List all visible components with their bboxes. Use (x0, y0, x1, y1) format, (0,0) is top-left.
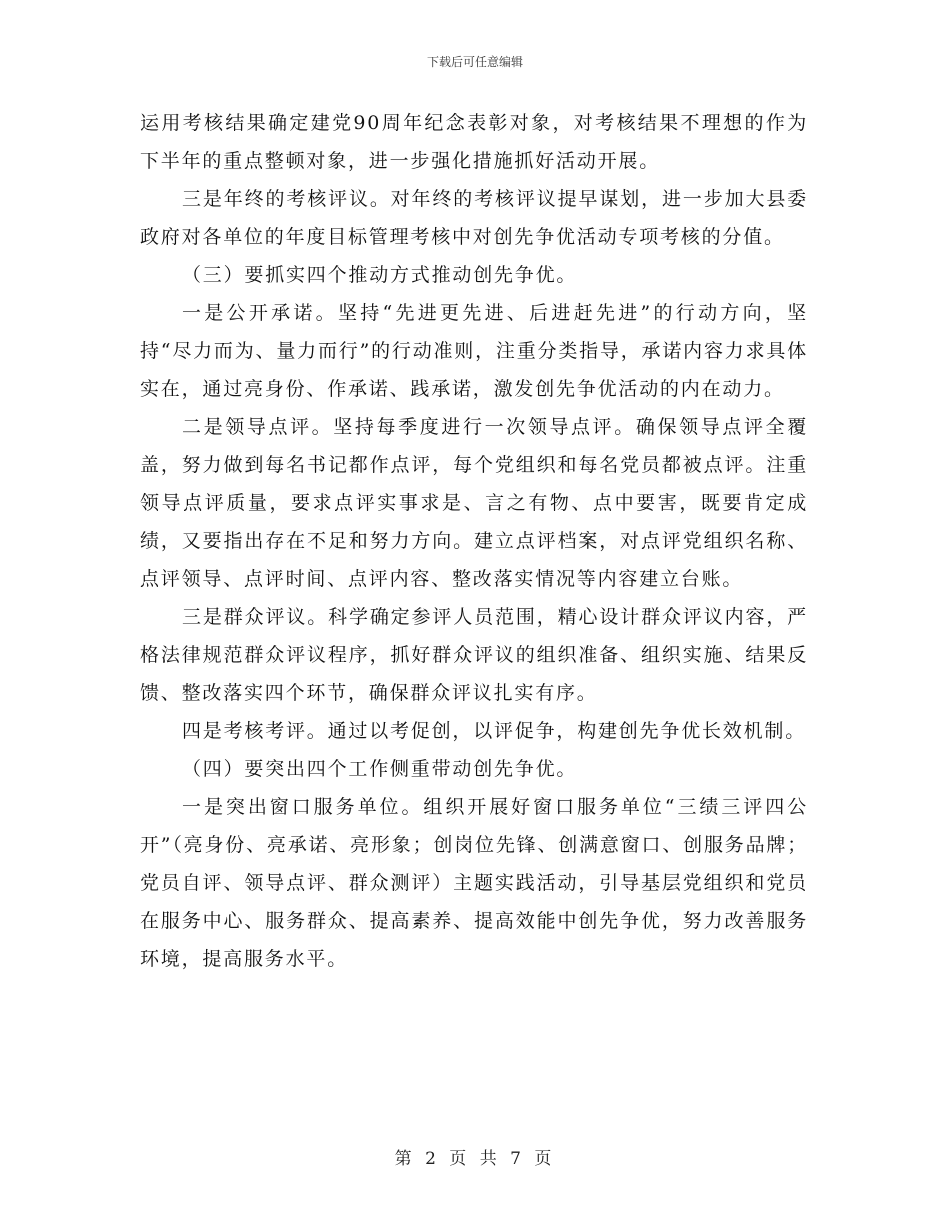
document-body (140, 104, 808, 978)
page-header: 下载后可任意编辑 (426, 55, 523, 69)
paragraph-assessment: 四是考核考评。通过以考促创，以评促争，构建创先争优长效机制。 (182, 720, 807, 742)
paragraph-window-service: 一是突出窗口服务单位。组织开展好窗口服务单位“三绩三评四公开”（亮身份、亮承诺、亮形象；创岗位先锋、创满意窗口、创服务品牌；党员自评、领导点评、群众测评）主题实践活动，引导基层党组织和党员在服务中心、服务群众、提高素养、提高效能中创先争优，努力改善服务环境，提高服务水平。 (140, 796, 808, 970)
paragraph-public-commitment: 一是公开承诺。坚持“先进更先进、后进赶先进”的行动方向，坚持“尽力而为、量力而行”的行动准则，注重分类指导，承诺内容力求具体实在，通过亮身份、作承诺、践承诺，激发创先争优活动的内在动力。 (140, 302, 808, 400)
section-heading-4: （四）要突出四个工作侧重带动创先争优。 (182, 758, 578, 780)
page-footer: 第 2 页 共 7 页 (394, 1149, 556, 1169)
paragraph-public-evaluation: 三是群众评议。科学确定参评人员范围，精心设计群众评议内容，严格法律规范群众评议程序，抓好群众评议的组织准备、组织实施、结果反馈、整改落实四个环节，确保群众评议扎实有序。 (140, 606, 808, 704)
paragraph-leader-review: 二是领导点评。坚持每季度进行一次领导点评。确保领导点评全覆盖，努力做到每名书记都作点评，每个党组织和每名党员都被点评。注重领导点评质量，要求点评实事求是、言之有物、点中要害，既要肯定成绩，又要指出存在不足和努力方向。建立点评档案，对点评党组织名称、点评领导、点评时间、点评内容、整改落实情况等内容建立台账。 (140, 416, 808, 590)
paragraph-year-end-review: 三是年终的考核评议。对年终的考核评议提早谋划，进一步加大县委政府对各单位的年度目标管理考核中对创先争优活动专项考核的分值。 (140, 188, 808, 248)
section-heading-3: （三）要抓实四个推动方式推动创先争优。 (182, 264, 578, 286)
paragraph-continuation: 运用考核结果确定建党90周年纪念表彰对象，对考核结果不理想的作为下半年的重点整顿对象，进一步强化措施抓好活动开展。 (140, 112, 808, 172)
